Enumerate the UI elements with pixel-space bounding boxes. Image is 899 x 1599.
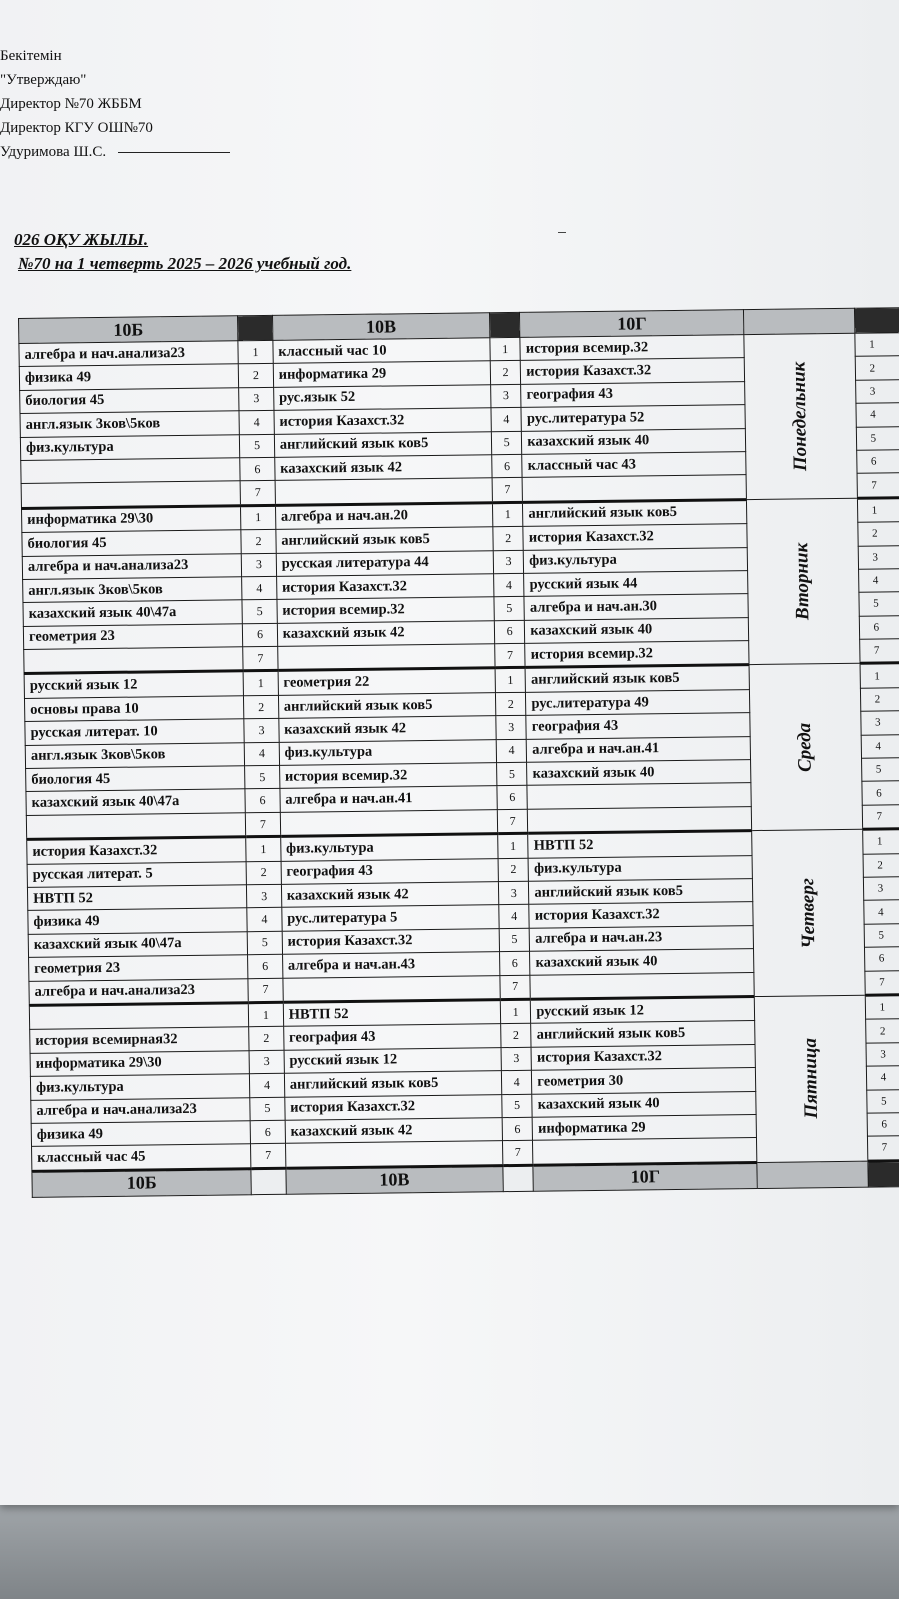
- lesson-number: 7: [243, 646, 278, 671]
- lesson-10g: НВТП 52: [528, 831, 752, 858]
- lesson-number: 5: [494, 597, 525, 621]
- lesson-10b: казахский язык 40\47а: [23, 600, 243, 626]
- lesson-10g: [527, 783, 751, 809]
- lesson-10v: [277, 644, 495, 671]
- lesson-10b: геометрия 23: [29, 955, 249, 981]
- heading-line-kz: 026 ОҚУ ЖЫЛЫ.: [14, 230, 149, 249]
- lesson-10v: география 43: [283, 1024, 501, 1050]
- lesson-number-edge: 6: [859, 615, 899, 639]
- timetable-body: [19, 333, 899, 1171]
- lesson-number-edge: 5: [861, 758, 899, 782]
- lesson-number: 5: [499, 928, 530, 952]
- lesson-number: 7: [246, 812, 281, 837]
- lesson-10b: англ.язык 3ков\5ков: [25, 742, 245, 768]
- lesson-number-edge: 7: [862, 804, 899, 829]
- lesson-number: 3: [244, 719, 279, 743]
- lesson-10b: [26, 813, 246, 840]
- lesson-number-edge: 5: [859, 592, 899, 616]
- lesson-number-edge: 5: [856, 426, 899, 450]
- lesson-10b: биология 45: [20, 388, 240, 414]
- lesson-10v: классный час 10: [273, 338, 491, 364]
- lesson-number-edge: 1: [860, 663, 899, 688]
- lesson-number: 1: [492, 502, 523, 527]
- lesson-number: 5: [247, 931, 282, 955]
- lesson-number: 3: [242, 553, 277, 577]
- lesson-number: 5: [250, 1097, 285, 1121]
- lesson-number-edge: 6: [867, 1112, 899, 1136]
- lesson-10g: география 43: [521, 381, 745, 407]
- lesson-10b: физика 49: [19, 364, 239, 390]
- lesson-10g: физ.культура: [528, 855, 752, 881]
- lesson-number: 4: [496, 739, 527, 763]
- lesson-number-edge: 3: [866, 1042, 899, 1066]
- lesson-number: 3: [247, 884, 282, 908]
- lesson-number: 3: [493, 550, 524, 574]
- lesson-10g: казахский язык 40: [525, 617, 749, 643]
- lesson-number: 7: [503, 1141, 534, 1166]
- day-name: Среда: [794, 722, 817, 772]
- lesson-number-edge: 3: [863, 876, 899, 900]
- lesson-10g: [533, 1138, 757, 1165]
- lesson-10v: информатика 29: [273, 361, 491, 387]
- lesson-10g: английский язык ков5: [529, 879, 753, 905]
- lesson-10g: классный час 43: [522, 452, 746, 478]
- approval-line: "Утверждаю": [0, 72, 87, 88]
- lesson-10v: геометрия 22: [278, 668, 496, 695]
- lesson-number-edge: 6: [856, 450, 899, 474]
- class-header-10g: 10Г: [520, 310, 744, 338]
- lesson-10v: [280, 809, 498, 836]
- lesson-number: 1: [241, 505, 276, 530]
- lesson-number: 4: [242, 576, 277, 600]
- timetable: [18, 307, 899, 1197]
- lesson-10v: алгебра и нач.ан.41: [280, 786, 498, 812]
- lesson-number: 3: [501, 1047, 532, 1071]
- lesson-number: 7: [248, 978, 283, 1003]
- lesson-10b: [24, 647, 244, 674]
- lesson-number: 4: [239, 411, 274, 435]
- lesson-number: 2: [490, 361, 521, 385]
- signature-line: [118, 152, 230, 153]
- lesson-number: 2: [239, 364, 274, 388]
- lesson-number-edge: 7: [867, 1136, 899, 1161]
- lesson-number: 5: [497, 762, 528, 786]
- lesson-number: 1: [495, 668, 526, 693]
- lesson-number-edge: 2: [865, 1019, 899, 1043]
- lesson-number: 4: [494, 573, 525, 597]
- lesson-number-edge: 4: [856, 403, 899, 427]
- lesson-10v: русский язык 12: [284, 1047, 502, 1073]
- lesson-number-edge: 7: [859, 639, 899, 664]
- lesson-10b: англ.язык 3ков\5ков: [23, 577, 243, 603]
- lesson-10v: история всемир.32: [277, 597, 495, 623]
- lesson-10g: география 43: [526, 713, 750, 739]
- lesson-number-edge: 1: [857, 497, 899, 522]
- lesson-number-edge: 5: [866, 1089, 899, 1113]
- lesson-number: 4: [247, 908, 282, 932]
- lesson-10b: история Казахст.32: [27, 837, 247, 864]
- lesson-10v: казахский язык 42: [281, 882, 499, 908]
- lesson-number: 1: [243, 671, 278, 696]
- day-label: [749, 664, 862, 831]
- lesson-number: 3: [239, 387, 274, 411]
- lesson-number: 6: [248, 954, 283, 978]
- approval-line: Директор КГУ ОШ№70: [0, 120, 153, 136]
- lesson-10b: русская литерат. 10: [25, 719, 245, 745]
- lesson-number: 6: [492, 454, 523, 478]
- approval-line: Директор №70 ЖББМ: [0, 96, 142, 112]
- lesson-10b: алгебра и нач.анализа23: [22, 553, 242, 579]
- lesson-number: 1: [490, 337, 521, 361]
- lesson-number: 5: [242, 600, 277, 624]
- lesson-10v: английский язык ков5: [278, 693, 496, 719]
- lesson-10v: английский язык ков5: [274, 431, 492, 457]
- lesson-number-edge: 3: [860, 711, 899, 735]
- lesson-10g: [528, 806, 752, 833]
- lesson-10b: физика 49: [31, 1121, 251, 1147]
- lesson-number: 6: [497, 786, 528, 810]
- header-spacer: [238, 315, 273, 340]
- lesson-number-edge: 4: [866, 1066, 899, 1090]
- class-footer-10g: 10Г: [533, 1162, 757, 1191]
- lesson-number-edge: 1: [862, 829, 899, 854]
- lesson-10v: история всемир.32: [279, 763, 497, 789]
- lesson-10b: информатика 29\30: [30, 1050, 250, 1076]
- approval-line: Бекітемін: [0, 48, 62, 64]
- lesson-10b: англ.язык 3ков\5ков: [20, 411, 240, 437]
- lesson-number: 3: [491, 384, 522, 408]
- lesson-10g: русский язык 12: [531, 996, 755, 1023]
- lesson-number: 1: [500, 999, 531, 1024]
- header-spacer: [490, 312, 521, 337]
- lesson-number: 3: [249, 1050, 284, 1074]
- lesson-10g: история Казахст.32: [531, 1044, 755, 1070]
- lesson-10b: русский язык 12: [24, 671, 244, 698]
- class-header-10b: 10Б: [19, 316, 239, 344]
- lesson-number: 1: [238, 340, 273, 364]
- lesson-number: 7: [240, 481, 275, 506]
- lesson-10g: информатика 29: [532, 1114, 756, 1140]
- lesson-10b: классный час 45: [32, 1144, 252, 1171]
- lesson-10v: рус.литература 5: [282, 905, 500, 931]
- pen-mark: [558, 232, 566, 233]
- lesson-number: 7: [500, 975, 531, 1000]
- lesson-10v: физ.культура: [279, 739, 497, 765]
- lesson-number: 5: [502, 1094, 533, 1118]
- lesson-10g: рус.литература 52: [521, 405, 745, 431]
- lesson-10g: английский язык ков5: [523, 499, 747, 526]
- lesson-number-edge: 6: [864, 947, 899, 971]
- approval-stamp-block: [0, 44, 230, 164]
- lesson-10v: казахский язык 42: [285, 1118, 503, 1144]
- lesson-10b: казахский язык 40\47а: [28, 932, 248, 958]
- lesson-10b: физика 49: [28, 908, 248, 934]
- lesson-number: 4: [501, 1070, 532, 1094]
- lesson-number: 7: [492, 478, 523, 503]
- lesson-number: 6: [250, 1120, 285, 1144]
- lesson-10v: [275, 478, 493, 505]
- lesson-10v: алгебра и нач.ан.20: [275, 502, 493, 529]
- lesson-number: 2: [241, 529, 276, 553]
- lesson-10b: история всемирная32: [30, 1027, 250, 1053]
- day-name: Четверг: [796, 877, 819, 949]
- lesson-10g: казахский язык 40: [522, 428, 746, 454]
- lesson-10b: информатика 29\30: [21, 506, 241, 533]
- lesson-10b: основы права 10: [24, 696, 244, 722]
- lesson-10g: история всемир.32: [525, 641, 749, 668]
- lesson-number: 2: [249, 1027, 284, 1051]
- lesson-number: 3: [498, 881, 529, 905]
- lesson-10b: [29, 1003, 249, 1030]
- lesson-10b: физ.культура: [20, 434, 240, 460]
- lesson-number-edge: 6: [862, 781, 899, 805]
- lesson-number: 7: [251, 1144, 286, 1169]
- lesson-10g: казахский язык 40: [532, 1091, 756, 1117]
- timetable-sheet: [18, 307, 899, 1197]
- header-spacer: [854, 308, 899, 334]
- lesson-number-edge: 5: [864, 923, 899, 947]
- lesson-number: 2: [501, 1024, 532, 1048]
- lesson-number: 1: [498, 834, 529, 859]
- lesson-10v: история Казахст.32: [285, 1094, 503, 1120]
- lesson-number: 2: [498, 858, 529, 882]
- lesson-number: 5: [245, 765, 280, 789]
- lesson-10v: [285, 1141, 503, 1168]
- day-label: [752, 829, 865, 996]
- lesson-number-edge: 3: [855, 379, 899, 403]
- lesson-10b: алгебра и нач.анализа23: [19, 341, 239, 367]
- lesson-10g: физ.культура: [524, 547, 748, 573]
- class-footer-10v: 10В: [286, 1165, 504, 1194]
- lesson-10g: английский язык ков5: [531, 1021, 755, 1047]
- lesson-number: 4: [491, 408, 522, 432]
- lesson-number-edge: 2: [855, 356, 899, 380]
- lesson-number-edge: 7: [864, 970, 899, 995]
- class-footer-10b: 10Б: [32, 1168, 252, 1197]
- lesson-10b: биология 45: [22, 530, 242, 556]
- footer-spacer: [503, 1165, 534, 1191]
- class-header-10v: 10В: [272, 313, 490, 341]
- lesson-10b: [21, 481, 241, 508]
- lesson-10b: казахский язык 40\47а: [26, 789, 246, 815]
- lesson-number-edge: 4: [863, 900, 899, 924]
- lesson-10v: казахский язык 42: [279, 716, 497, 742]
- lesson-10g: английский язык ков5: [525, 665, 749, 692]
- lesson-10g: история Казахст.32: [521, 358, 745, 384]
- lesson-10g: алгебра и нач.ан.41: [526, 736, 750, 762]
- day-name: Понедельник: [788, 361, 812, 472]
- lesson-number-edge: 2: [860, 687, 899, 711]
- lesson-10b: геометрия 23: [23, 623, 243, 649]
- lesson-10v: НВТП 52: [283, 1000, 501, 1027]
- lesson-number-edge: 7: [857, 473, 899, 498]
- lesson-number: 2: [495, 692, 526, 716]
- lesson-number: 7: [497, 809, 528, 834]
- lesson-number: 5: [240, 434, 275, 458]
- lesson-10v: английский язык ков5: [284, 1071, 502, 1097]
- lesson-number: 6: [245, 789, 280, 813]
- approval-signature-row: [0, 140, 230, 164]
- lesson-number-edge: 1: [854, 333, 899, 357]
- lesson-10v: история Казахст.32: [276, 574, 494, 600]
- lesson-10g: рус.литература 49: [526, 689, 750, 715]
- footer-spacer: [867, 1160, 899, 1187]
- lesson-number: 7: [495, 643, 526, 668]
- lesson-10b: алгебра и нач.анализа23: [29, 978, 249, 1005]
- lesson-10g: история Казахст.32: [523, 524, 747, 550]
- day-label: [744, 333, 857, 499]
- lesson-number: 2: [246, 861, 281, 885]
- lesson-10v: история Казахст.32: [282, 928, 500, 954]
- lesson-10v: алгебра и нач.ан.43: [282, 952, 500, 978]
- lesson-10b: биология 45: [26, 766, 246, 792]
- lesson-10v: английский язык ков5: [276, 527, 494, 553]
- lesson-number: 6: [240, 457, 275, 481]
- lesson-number: 6: [502, 1117, 533, 1141]
- lesson-number: 6: [500, 951, 531, 975]
- lesson-number: 1: [246, 837, 281, 862]
- header-spacer: [744, 308, 855, 334]
- lesson-10v: казахский язык 42: [277, 620, 495, 646]
- approval-line: Удуримова Ш.С.: [0, 144, 107, 160]
- lesson-10v: география 43: [281, 858, 499, 884]
- day-name: Пятница: [799, 1038, 822, 1120]
- lesson-number: 5: [491, 431, 522, 455]
- lesson-10v: история Казахст.32: [274, 408, 492, 434]
- lesson-10g: история Казахст.32: [529, 902, 753, 928]
- lesson-10b: русская литерат. 5: [27, 861, 247, 887]
- lesson-10g: [530, 972, 754, 999]
- lesson-10v: физ.культура: [280, 834, 498, 861]
- lesson-number: 6: [494, 620, 525, 644]
- lesson-10v: [283, 975, 501, 1002]
- lesson-number: 1: [249, 1002, 284, 1027]
- lesson-10b: [21, 458, 241, 484]
- lesson-10g: алгебра и нач.ан.30: [524, 594, 748, 620]
- lesson-10g: русский язык 44: [524, 571, 748, 597]
- footer-spacer: [251, 1168, 286, 1194]
- lesson-10v: русская литература 44: [276, 550, 494, 576]
- lesson-number: 2: [244, 695, 279, 719]
- lesson-10b: НВТП 52: [27, 885, 247, 911]
- lesson-number: 4: [250, 1073, 285, 1097]
- lesson-10b: физ.культура: [30, 1074, 250, 1100]
- lesson-10v: казахский язык 42: [274, 455, 492, 481]
- day-label: [755, 995, 868, 1162]
- lesson-number-edge: 2: [857, 522, 899, 546]
- day-name: Вторник: [791, 542, 814, 621]
- lesson-number-edge: 1: [865, 994, 899, 1019]
- lesson-10v: рус.язык 52: [273, 385, 491, 411]
- lesson-number-edge: 4: [861, 734, 899, 758]
- day-label: [747, 498, 860, 665]
- lesson-number: 2: [493, 526, 524, 550]
- lesson-10g: казахский язык 40: [530, 949, 754, 975]
- lesson-number: 6: [243, 623, 278, 647]
- lesson-number: 4: [244, 742, 279, 766]
- lesson-10g: история всемир.32: [520, 335, 744, 361]
- lesson-10g: геометрия 30: [532, 1068, 756, 1094]
- lesson-number-edge: 2: [863, 853, 899, 877]
- heading-line-ru: №70 на 1 четверть 2025 – 2026 учебный год.: [18, 254, 352, 273]
- lesson-number-edge: 4: [858, 568, 899, 592]
- lesson-10b: алгебра и нач.анализа23: [31, 1097, 251, 1123]
- lesson-number: 3: [496, 716, 527, 740]
- lesson-number-edge: 3: [858, 545, 899, 569]
- lesson-10g: алгебра и нач.ан.23: [529, 925, 753, 951]
- lesson-10g: казахский язык 40: [527, 760, 751, 786]
- lesson-number: 4: [499, 905, 530, 929]
- footer-spacer: [757, 1161, 868, 1188]
- lesson-10g: [522, 475, 746, 502]
- document-heading: [14, 230, 351, 274]
